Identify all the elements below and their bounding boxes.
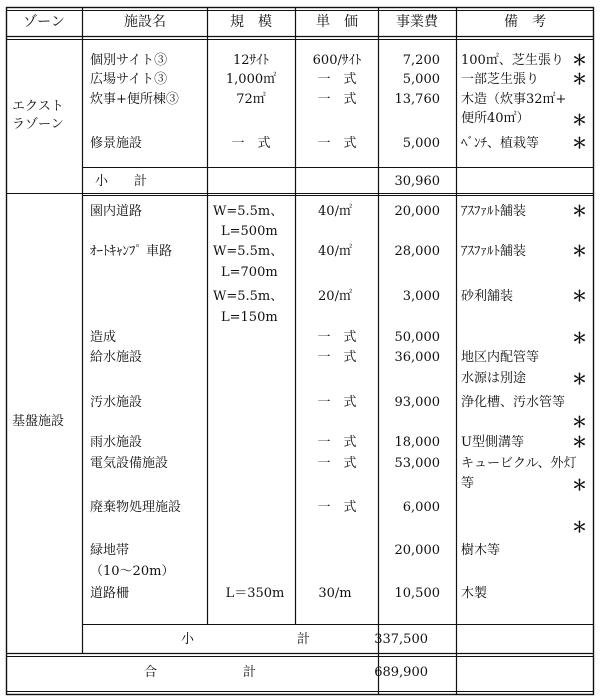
asterisk-mark: ＊ [572, 370, 588, 388]
asterisk-mark: ＊ [572, 70, 588, 88]
table-row-remark-cont: 等 [461, 476, 475, 491]
table-row-unit: 一 式 [317, 350, 357, 365]
total-cost: 689,900 [374, 665, 428, 680]
asterisk-mark: ＊ [572, 518, 588, 536]
table-row-scale: 1,000㎡ [225, 72, 277, 87]
table-row-remark: 木造（炊事32㎡+ [461, 92, 567, 107]
table-row-name-cont: （10～20m） [90, 564, 175, 579]
table-row-scale: W=5.5m、 [213, 244, 284, 259]
table-row-cost: 18,000 [394, 435, 440, 450]
table-row-cost: 93,000 [394, 395, 440, 410]
table-row-name: 園内道路 [90, 204, 143, 219]
table-row-cost: 5,000 [402, 72, 440, 87]
table-row-name: 炊事+便所棟③ [90, 92, 179, 107]
table-row-remark: 砂利舗装 [461, 289, 514, 304]
table-row-remark: 浄化槽、汚水管等 [461, 395, 566, 410]
table-row-remark: ﾍﾞﾝﾁ、植栽等 [461, 136, 540, 151]
table-row-unit: 一 式 [317, 456, 357, 471]
table-row-scale: W=5.5m、 [213, 204, 284, 219]
table-row-cost: 10,500 [394, 586, 440, 601]
table-row-cost: 53,000 [394, 456, 440, 471]
table-row-unit: 一 式 [317, 92, 357, 107]
table-row-name: 造成 [90, 330, 117, 345]
table-row-unit: 一 式 [317, 435, 357, 450]
header-facility: 施設名 [124, 14, 166, 30]
header-scale: 規 模 [230, 14, 272, 30]
table-row-cost: 36,000 [394, 350, 440, 365]
table-row-scale: W=5.5m、 [213, 289, 284, 304]
asterisk-mark: ＊ [572, 329, 588, 347]
table-row-cost: 7,200 [402, 53, 440, 68]
base-subtotal-label-b: 計 [297, 632, 311, 647]
table-row-remark: 一部芝生張り [461, 72, 540, 87]
table-row-remark: キュービクル、外灯 [461, 456, 577, 471]
table-row-unit: 40/㎡ [318, 244, 352, 259]
table-row-name: 緑地帯 [90, 543, 130, 558]
total-label-b: 計 [243, 665, 257, 680]
table-row-remark-cont: 便所40㎡） [461, 111, 530, 126]
table-row-cost: 20,000 [394, 543, 440, 558]
table-row-remark: 樹木等 [461, 543, 501, 558]
base-subtotal-cost: 337,500 [374, 632, 428, 647]
table-row-cost: 3,000 [402, 289, 440, 304]
asterisk-mark: ＊ [572, 287, 588, 305]
base-subtotal-label-a: 小 [181, 632, 195, 647]
table-row-cost: 50,000 [394, 330, 440, 345]
asterisk-mark: ＊ [572, 202, 588, 220]
asterisk-mark: ＊ [572, 134, 588, 152]
table-row-unit: 一 式 [317, 136, 357, 151]
asterisk-mark: ＊ [572, 413, 588, 431]
table-row-remark: 木製 [461, 586, 488, 601]
header-cost: 事業費 [396, 14, 438, 30]
table-row-name: 給水施設 [90, 350, 143, 365]
table-row-name: 汚水施設 [90, 395, 143, 410]
table-row-cost: 20,000 [394, 204, 440, 219]
table-row-scale-cont: L=700m [221, 265, 278, 280]
total-label-a: 合 [144, 665, 158, 680]
table-row-remark: 地区内配管等 [461, 350, 540, 365]
table-row-cost: 28,000 [394, 244, 440, 259]
table-row-cost: 5,000 [402, 136, 440, 151]
extra-subtotal-cost: 30,960 [394, 174, 440, 189]
table-row-unit: 30/m [318, 586, 352, 601]
table-row-remark: 100㎡、芝生張り [461, 53, 564, 68]
table-row-remark-cont: 水源は別途 [461, 371, 527, 386]
table-row-scale: L＝350m [225, 586, 285, 601]
table-row-cost: 6,000 [402, 500, 440, 515]
table-row-remark: ｱｽﾌｧﾙﾄ舗装 [461, 244, 527, 259]
table-row-unit: 一 式 [317, 330, 357, 345]
zone-extra-line2: ラゾーン [12, 117, 64, 132]
table-row-unit: 600/ｻｲﾄ [312, 53, 362, 68]
table-row-unit: 40/㎡ [318, 204, 352, 219]
table-row-name: 広場サイト③ [90, 72, 168, 87]
table-row-scale: 72㎡ [236, 92, 266, 107]
table-row-remark: ｱｽﾌｧﾙﾄ舗装 [461, 204, 527, 219]
table-row-name: 個別サイト③ [90, 53, 168, 68]
table-row-unit: 20/㎡ [318, 289, 352, 304]
header-remarks: 備 考 [504, 14, 546, 30]
table-row-scale-cont: L=150m [221, 310, 278, 325]
table-row-name: 電気設備施設 [90, 456, 169, 471]
table-row-unit: 一 式 [317, 500, 357, 515]
asterisk-mark: ＊ [572, 433, 588, 451]
asterisk-mark: ＊ [572, 476, 588, 494]
table-row-remark: U型側溝等 [461, 435, 524, 450]
table-row-cost: 13,760 [394, 92, 440, 107]
asterisk-mark: ＊ [572, 242, 588, 260]
table-row-unit: 一 式 [317, 72, 357, 87]
header-zone: ゾーン [23, 14, 65, 30]
table-row-name: 道路柵 [90, 586, 130, 601]
asterisk-mark: ＊ [572, 111, 588, 129]
table-row-name: 修景施設 [90, 136, 143, 151]
extra-subtotal-label: 小 計 [95, 174, 148, 189]
asterisk-mark: ＊ [572, 51, 588, 69]
zone-base: 基盤施設 [12, 414, 65, 429]
header-unit-price: 単 価 [316, 14, 358, 30]
table-row-name: 雨水施設 [90, 435, 143, 450]
table-row-scale: 一 式 [231, 136, 271, 151]
table-row-name: 廃棄物処理施設 [90, 500, 182, 515]
zone-extra-line1: エクスト [12, 99, 64, 114]
table-row-scale: 12ｻｲﾄ [232, 53, 270, 68]
table-row-scale-cont: L=500m [221, 224, 278, 239]
table-row-name: ｵｰﾄｷｬﾝﾌﾟ 車路 [90, 244, 173, 259]
table-row-unit: 一 式 [317, 395, 357, 410]
